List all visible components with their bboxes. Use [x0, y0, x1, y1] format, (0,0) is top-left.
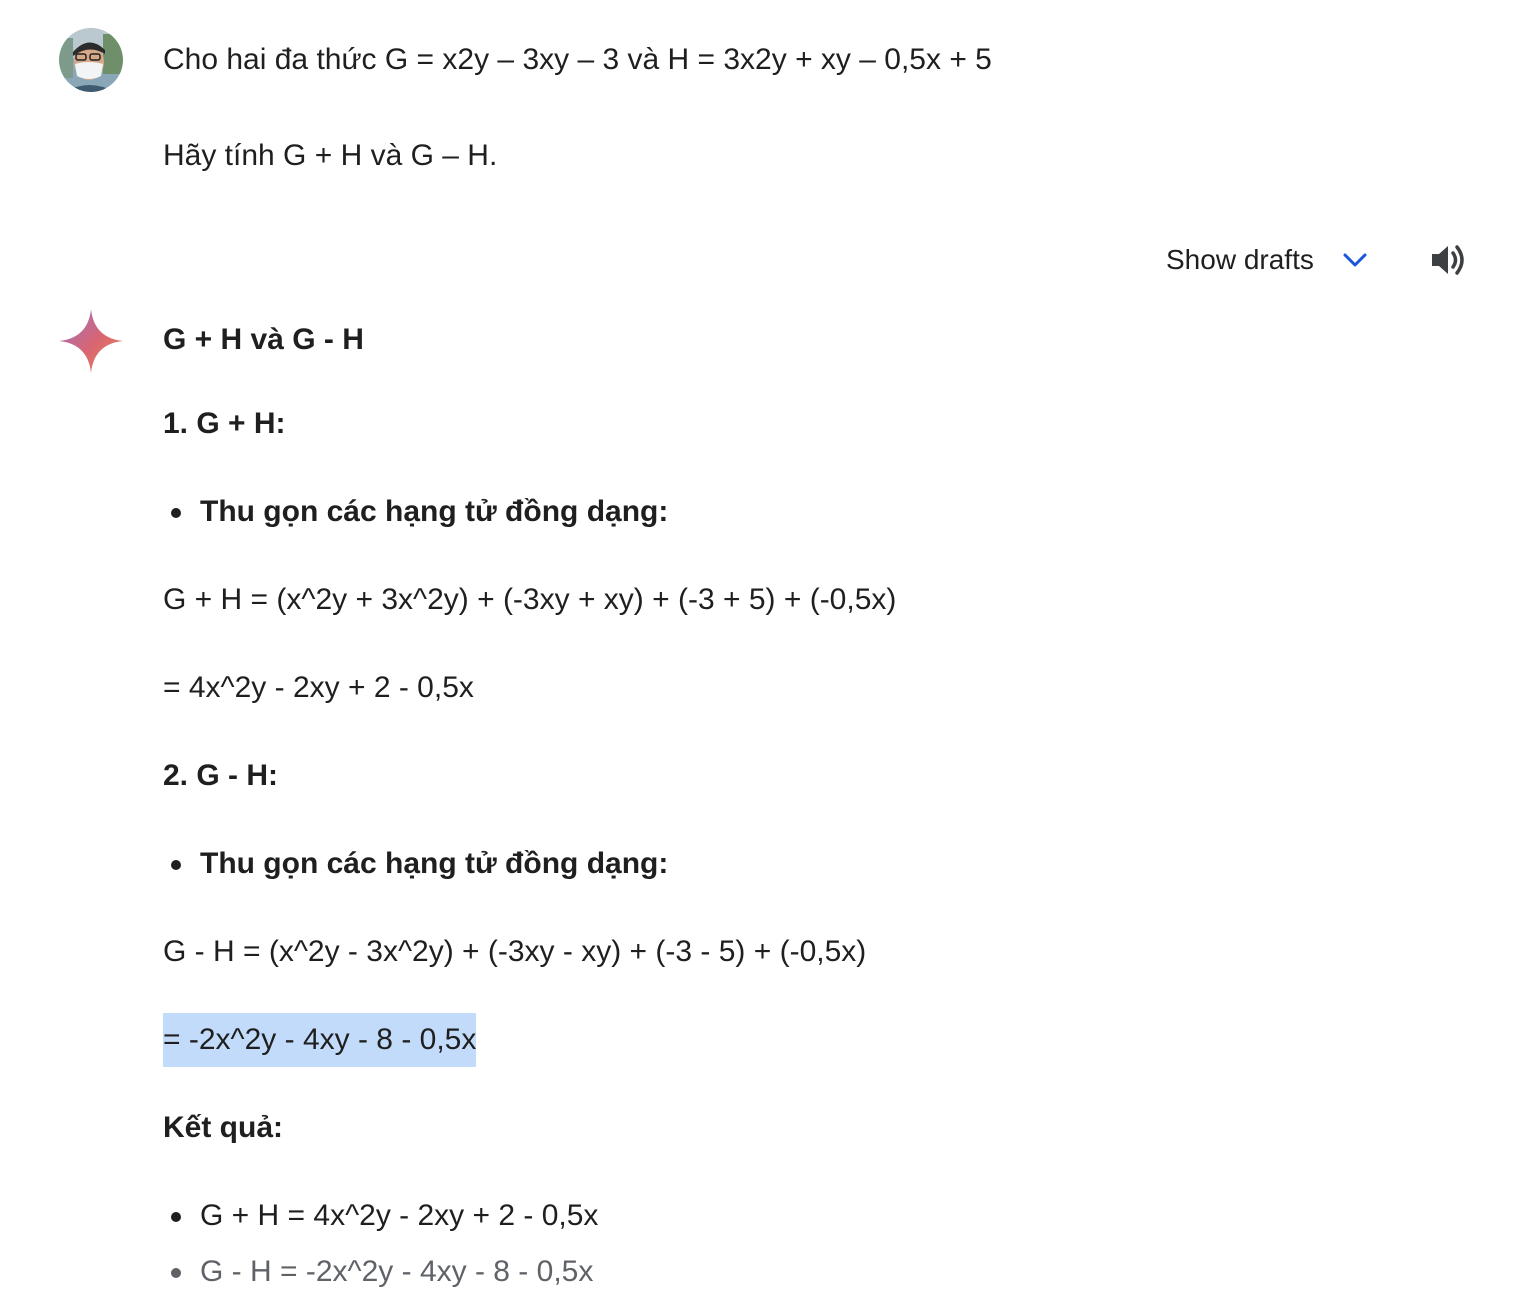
bullet-dot: [171, 1268, 181, 1278]
result-item-1-text: G + H = 4x^2y - 2xy + 2 - 0,5x: [200, 1199, 599, 1232]
bullet-dot: [171, 1212, 181, 1222]
user-avatar[interactable]: [59, 28, 123, 92]
section-2-heading: 2. G - H:: [163, 759, 279, 792]
user-message-line-2: Hãy tính G + H và G – H.: [163, 139, 498, 172]
section-1-heading: 1. G + H:: [163, 407, 286, 440]
result-heading: Kết quả:: [163, 1111, 283, 1144]
bullet-dot: [171, 860, 181, 870]
show-drafts-button[interactable]: [1150, 234, 1386, 286]
section-1-bullet-text: Thu gọn các hạng tử đồng dạng:: [200, 495, 669, 528]
show-drafts-label: Show drafts: [1166, 244, 1314, 275]
gemini-sparkle-icon: [56, 306, 126, 376]
avatar-photo: [59, 28, 123, 92]
user-message: [163, 36, 992, 180]
section-2-equation-2: [163, 1013, 476, 1067]
result-item-2-text: G - H = -2x^2y - 4xy - 8 - 0,5x: [200, 1255, 594, 1288]
section-1-equation-1: G + H = (x^2y + 3x^2y) + (-3xy + xy) + (-3 + 5) + (-0,5x): [163, 583, 897, 616]
bullet-dot: [171, 508, 181, 518]
response-title: G + H và G - H: [163, 323, 364, 356]
speaker-button[interactable]: [1426, 238, 1470, 282]
chevron-down-icon: [1340, 245, 1370, 275]
response-toolbar: [1150, 234, 1470, 286]
speaker-icon: [1428, 240, 1468, 280]
section-2-bullet-text: Thu gọn các hạng tử đồng dạng:: [200, 847, 669, 880]
section-2-equation-1: G - H = (x^2y - 3x^2y) + (-3xy - xy) + (-3 - 5) + (-0,5x): [163, 935, 867, 968]
selected-text-highlight[interactable]: = -2x^2y - 4xy - 8 - 0,5x: [163, 1013, 476, 1067]
user-message-line-1: Cho hai đa thức G = x2y – 3xy – 3 và H = 3x2y + xy – 0,5x + 5: [163, 43, 992, 76]
section-1-equation-2: = 4x^2y - 2xy + 2 - 0,5x: [163, 671, 474, 704]
